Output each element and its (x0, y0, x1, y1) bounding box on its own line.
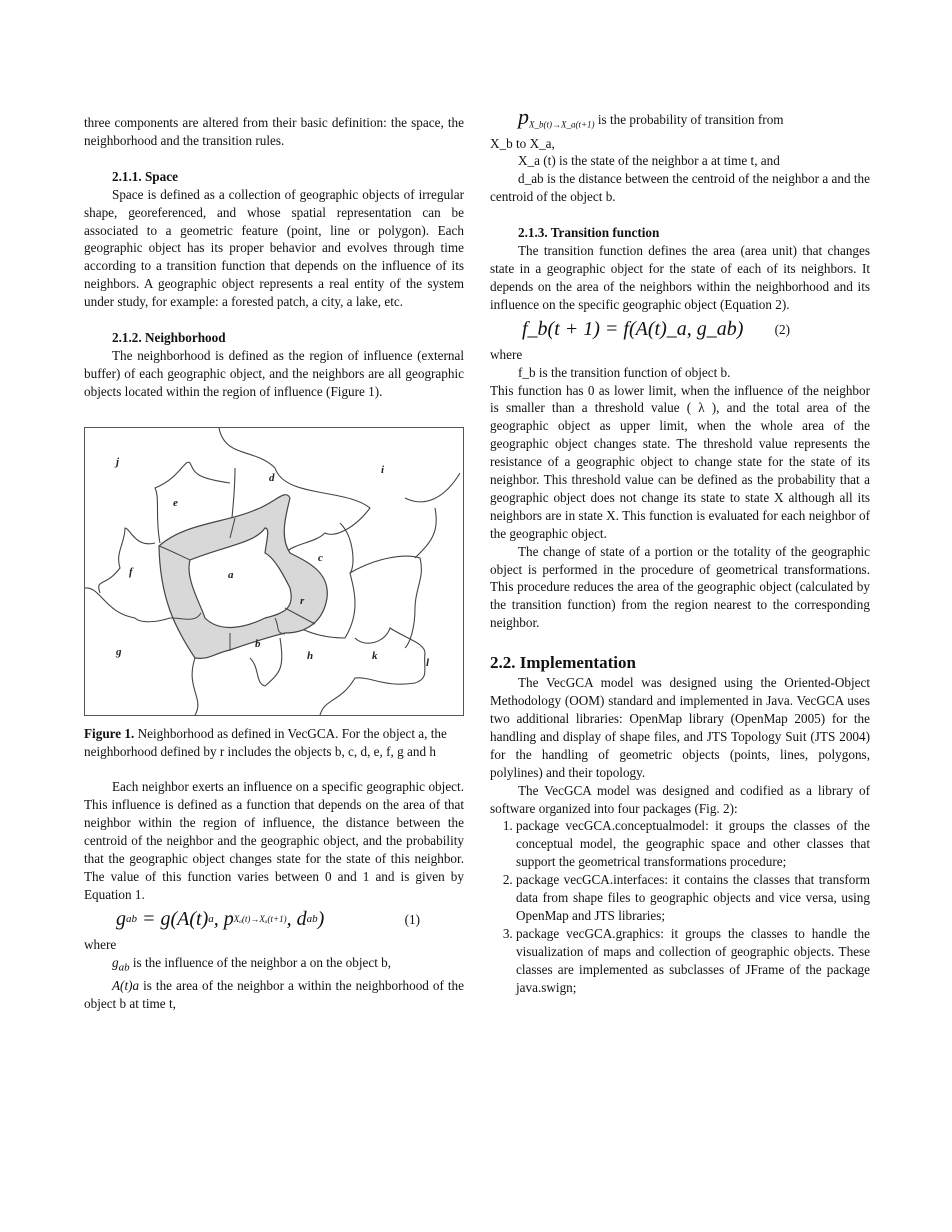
implementation-heading: 2.2. Implementation (490, 653, 636, 673)
map-label-d: d (269, 471, 275, 484)
p-sub: X_b(t)→X_a(t+1) (529, 119, 595, 130)
gab-text: is the influence of the neighbor a on the object b, (132, 954, 392, 970)
eq1-p-sub: Xₐ(t)→Xₐ(t+1) (233, 913, 287, 924)
p-definition-cont: X_b to X_a, (490, 135, 555, 151)
fb-definition: f_b is the transition function of object b. (518, 364, 731, 380)
neighborhood-heading: 2.1.2. Neighborhood (112, 330, 226, 346)
eq1-p: , p (213, 907, 234, 930)
map-label-c: c (318, 551, 323, 564)
equation-1 (84, 904, 464, 936)
p-text: is the probability of transition from (594, 112, 784, 127)
at-text: is the area of the neighbor a within the neighborhood of the object b at time t, (84, 978, 464, 1012)
gab-sub: ab (118, 961, 130, 974)
eq1-lhs: g (116, 907, 126, 930)
figure-1-caption (84, 725, 464, 761)
eq1-rhs: = g(A(t) (137, 907, 209, 930)
map-label-b: b (255, 637, 261, 650)
equation-2 (490, 314, 870, 346)
package-item: 2. package vecGCA.interfaces: it contains the classes that transform data from shape files to geographic objects and vice versa, using OpenMap and JTS libraries; (516, 871, 870, 925)
p-definition (490, 104, 870, 135)
map-label-j: j (116, 455, 120, 468)
map-label-e: e (173, 496, 178, 509)
dab-definition: d_ab is the distance between the centroid of the neighbor a and the centroid of the object b. (490, 171, 870, 205)
map-label-r: r (300, 594, 305, 607)
right-column (490, 104, 870, 997)
eq1-close: ) (317, 907, 325, 930)
eq1-d-sub: ab (306, 912, 318, 925)
eq1-d: , d (286, 907, 307, 930)
transition-heading: 2.1.3. Transition function (518, 225, 660, 241)
implementation-paragraph-2: The VecGCA model was designed and codified as a library of software organized into four packages (Fig. 2): (490, 782, 870, 816)
figure-1-neighborhood-map (84, 427, 464, 716)
map-label-a: a (228, 568, 234, 581)
at-symbol: A(t)a (112, 978, 140, 994)
caption-label: Figure 1. (84, 725, 135, 741)
space-heading: 2.1.1. Space (112, 168, 178, 184)
caption-text: Neighborhood as defined in VecGCA. For the object a, the neighborhood defined by r includes the objects b, c, d, e, f, g and h (84, 725, 447, 759)
gab-definition (84, 954, 464, 978)
influence-paragraph: Each neighbor exerts an influence on a specific geographic object. This influence is defined as a function that depends on the area of that neighbor within the region of influence, the distance between the centroid of the neighbor and the geographic object, and the probability that the geographic object changes state for the state of this neighbor. The value of this function varies between 0 and 1 and is given by Equation 1. (84, 779, 464, 902)
map-label-l: l (426, 656, 430, 669)
space-paragraph: Space is defined as a collection of geographic objects of irregular shape, georeferenced, and whose spatial representation can be associated to a geometric feature (point, line or polygon). Each geographic object has its proper behavior and evolves through time according to a transition function that depends on the influence of its neighbors. A geographic object represents a real entity of the system under study, for example: a forested patch, a city, a lake, etc. (84, 186, 464, 310)
where-label-2: where (490, 346, 523, 362)
xa-definition: X_a (t) is the state of the neighbor a at time t, and (518, 153, 780, 169)
package-item: 3. package vecGCA.graphics: it groups the classes to handle the visualization of maps and collection of geographic objects. These classes are implemented as subclasses of JFrame of the package java.swign; (516, 925, 870, 997)
map-label-f: f (129, 565, 133, 578)
change-paragraph: The change of state of a portion or the totality of the geographic object is performed in the procedure of geometrical transformations. This procedure reduces the area of the geographic object (calculated by the transition function) from the region nearest to the corresponding neighbor. (490, 543, 870, 631)
package-list (490, 817, 870, 996)
eq2-number: (2) (774, 321, 790, 337)
left-column (84, 114, 464, 1013)
where-label: where (84, 936, 117, 952)
neighborhood-paragraph: The neighborhood is defined as the region of influence (external buffer) of each geographic object, and the neighbors are all geographic objects located within the region of influence (Figure 1). (84, 347, 464, 399)
map-label-h: h (307, 649, 314, 662)
eq2-text: f_b(t + 1) = f(A(t)_a, g_ab) (522, 317, 744, 340)
eq1-lhs-sub: ab (126, 912, 137, 925)
map-label-i: i (381, 463, 385, 476)
implementation-paragraph: The VecGCA model was designed using the Oriented-Object Methodology (OOM) standard and implemented in Java. VecGCA uses two additional libraries: OpenMap library (OpenMap 2005) for the handling and display of shape files, and JTS Topology Suit (JTS 2004) for the handling of geometric objects (points, lines, polygons, polylines) and their topology. (490, 675, 870, 780)
map-label-k: k (372, 649, 378, 662)
package-item: 1. package vecGCA.conceptualmodel: it groups the classes of the conceptual model, the geographic space and other classes that support the geometrical transformations procedure; (516, 817, 870, 871)
p-symbol: p (518, 104, 529, 129)
map-label-g: g (116, 645, 122, 658)
transition-paragraph: The transition function defines the area (area unit) that changes state in a geographic object for the state of each of its neighbors. It depends on the area of the neighbors within the neighborhood and its influence on the specific geographic object (Equation 2). (490, 243, 870, 312)
limit-paragraph: This function has 0 as lower limit, when the influence of the neighbor is smaller than a threshold value ( λ ), and the total area of the geographic object as upper limit, when the whole area of the geographic object changes state. The threshold value represents the resistance of a geographic object to change state for the state of its neighbor. This threshold value can be defined as the probability that a geographic object does not change its state to state X although all its neighbors are in state X. This function is evaluated for each neighbor of the geographic object. (490, 382, 870, 541)
eq1-number: (1) (404, 911, 420, 927)
intro-paragraph: three components are altered from their basic definition: the space, the neighborhood and the transition rules. (84, 115, 464, 148)
at-definition (84, 977, 464, 1013)
eq1-a-sub: a (208, 912, 214, 925)
gab-symbol: g (112, 954, 119, 970)
